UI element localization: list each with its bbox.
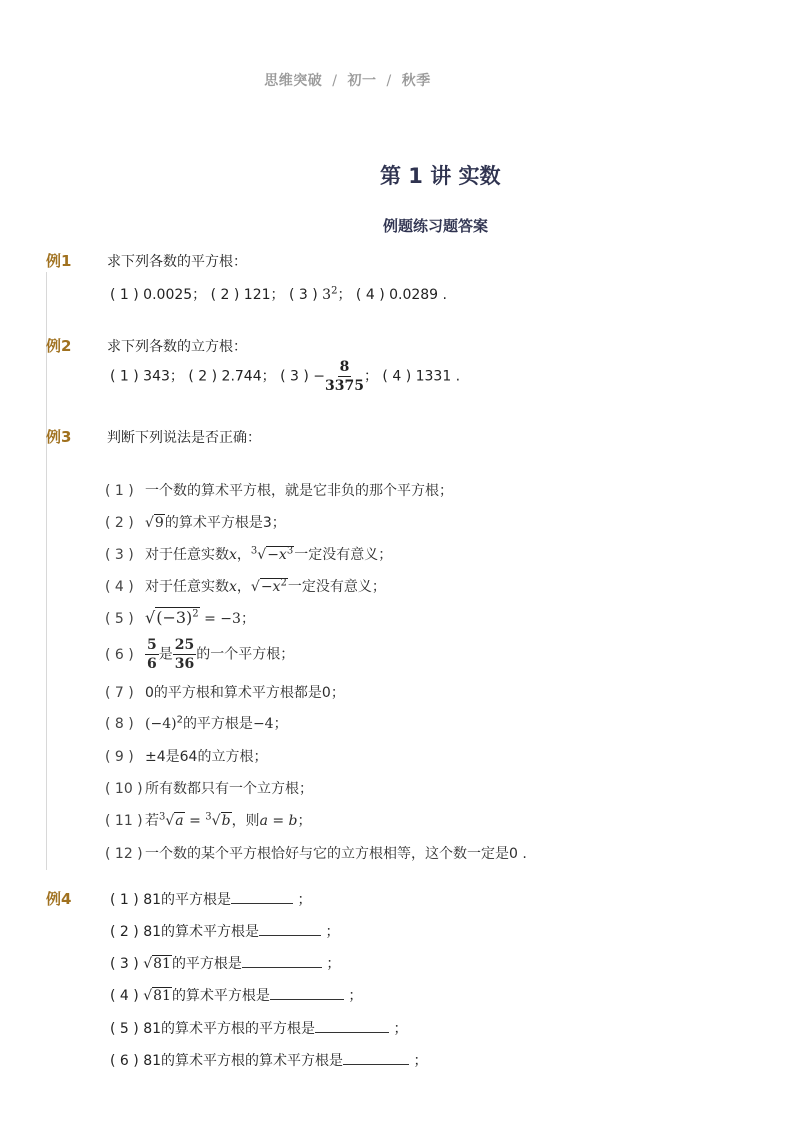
margin-rule xyxy=(46,272,47,870)
fill-blank-4: ( 4 ) √81的算术平方根是 ； xyxy=(110,988,363,1004)
header-term: 秋季 xyxy=(401,73,431,89)
example-1-item-1: ( 1 ) 0.0025； xyxy=(110,287,207,303)
statement-1: ( 1 ) 一个数的算术平方根，就是它非负的那个平方根； xyxy=(105,483,453,499)
example-1-item-3: ( 3 ) xyxy=(288,287,318,303)
statement-9: ( 9 ) ±4是64的立方根； xyxy=(105,749,268,765)
fraction: $\frac{8}{3375}$ xyxy=(325,359,364,394)
fill-blank-1: ( 1 ) 81的平方根是 ； xyxy=(110,892,312,908)
fill-blank-6: ( 6 ) 81的算术平方根的算术平方根是 ； xyxy=(110,1053,428,1069)
fill-blank-2: ( 2 ) 81的算术平方根是 ； xyxy=(110,924,340,940)
example-2-item-3: ( 3 ) xyxy=(280,368,309,385)
statement-5: ( 5 ) $√(-3)^2 = -3$； xyxy=(105,608,255,627)
header-grade: 初一 xyxy=(347,73,377,89)
fraction: $\frac{5}{6}$ xyxy=(147,637,157,672)
example-3-prompt: 判断下列说法是否正确： xyxy=(107,430,261,446)
header-separator: / xyxy=(386,73,392,89)
example-1-items: ( 1 ) 0.0025； ( 2 ) 121； ( 3 ) $3^2$； ( 4 ) 0.0289 . xyxy=(110,285,447,303)
sqrt-expression: $√-x^2$ xyxy=(250,577,287,595)
sqrt-expression: $√(-3)^2$ xyxy=(145,608,199,627)
lecture-title: 第 1 讲 实数 xyxy=(380,164,501,188)
statement-11: ( 11 ) 若$^3$√a = $^3$√b，则a = b； xyxy=(105,811,312,829)
header-series: 思维突破 xyxy=(264,73,323,89)
example-1-prompt: 求下列各数的平方根： xyxy=(107,254,247,270)
statement-3: ( 3 ) 对于任意实数x，$^3√-x^3$一定没有意义； xyxy=(105,545,393,563)
statement-4: ( 4 ) 对于任意实数x，$√-x^2$一定没有意义； xyxy=(105,577,386,595)
statement-12: ( 12 ) 一个数的某个平方根恰好与它的立方根相等，这个数一定是0 . xyxy=(105,846,527,862)
answer-blank[interactable] xyxy=(270,987,344,1000)
example-2-item-4: ( 4 ) 1331 . xyxy=(382,368,461,385)
statement-2: ( 2 ) √9的算术平方根是3； xyxy=(105,515,286,531)
example-1-item-2: ( 2 ) 121； xyxy=(210,287,285,303)
sqrt-expression: √81 xyxy=(143,988,171,1004)
example-2-item-2: ( 2 ) 2.744； xyxy=(188,368,276,385)
sqrt-expression: √9 xyxy=(145,515,164,531)
statement-7: ( 7 ) 0的平方根和算术平方根都是0； xyxy=(105,685,345,701)
answer-blank[interactable] xyxy=(242,955,322,968)
section-subtitle: 例题练习题答案 xyxy=(383,217,489,235)
sqrt-expression: √81 xyxy=(143,956,171,972)
cube-root-expression: $^3√-x^3$ xyxy=(250,545,294,563)
statement-8: ( 8 ) $(-4)^2$的平方根是−4； xyxy=(105,714,288,732)
example-1-item-4: ( 4 ) 0.0289 . xyxy=(355,287,447,303)
header-separator: / xyxy=(332,73,338,89)
answer-blank[interactable] xyxy=(343,1052,409,1065)
example-3-label: 例3 xyxy=(46,428,72,446)
example-4-label: 例4 xyxy=(46,890,72,908)
fill-blank-3: ( 3 ) √81的平方根是 ； xyxy=(110,956,341,972)
example-2-item-1: ( 1 ) 343； xyxy=(110,368,184,385)
page-header xyxy=(0,70,695,90)
example-2-label: 例2 xyxy=(46,337,72,355)
power-expression: $3^2$ xyxy=(322,285,338,303)
statement-10: ( 10 ) 所有数都只有一个立方根； xyxy=(105,781,313,797)
statement-6: ( 6 ) $\frac{5}{6}$ 是 $\frac{25}{36}$ 的一个平方根； xyxy=(105,637,295,672)
example-2-items: ( 1 ) 343； ( 2 ) 2.744； ( 3 ) − $\frac{8}{3375}$ ； ( 4 ) 1331 . xyxy=(110,359,461,394)
fraction: $\frac{25}{36}$ xyxy=(174,637,195,672)
fill-blank-5: ( 5 ) 81的算术平方根的平方根是 ； xyxy=(110,1021,408,1037)
answer-blank[interactable] xyxy=(259,923,321,936)
example-2-prompt: 求下列各数的立方根： xyxy=(107,339,247,355)
example-1-label: 例1 xyxy=(46,252,72,270)
answer-blank[interactable] xyxy=(315,1020,389,1033)
answer-blank[interactable] xyxy=(231,891,293,904)
